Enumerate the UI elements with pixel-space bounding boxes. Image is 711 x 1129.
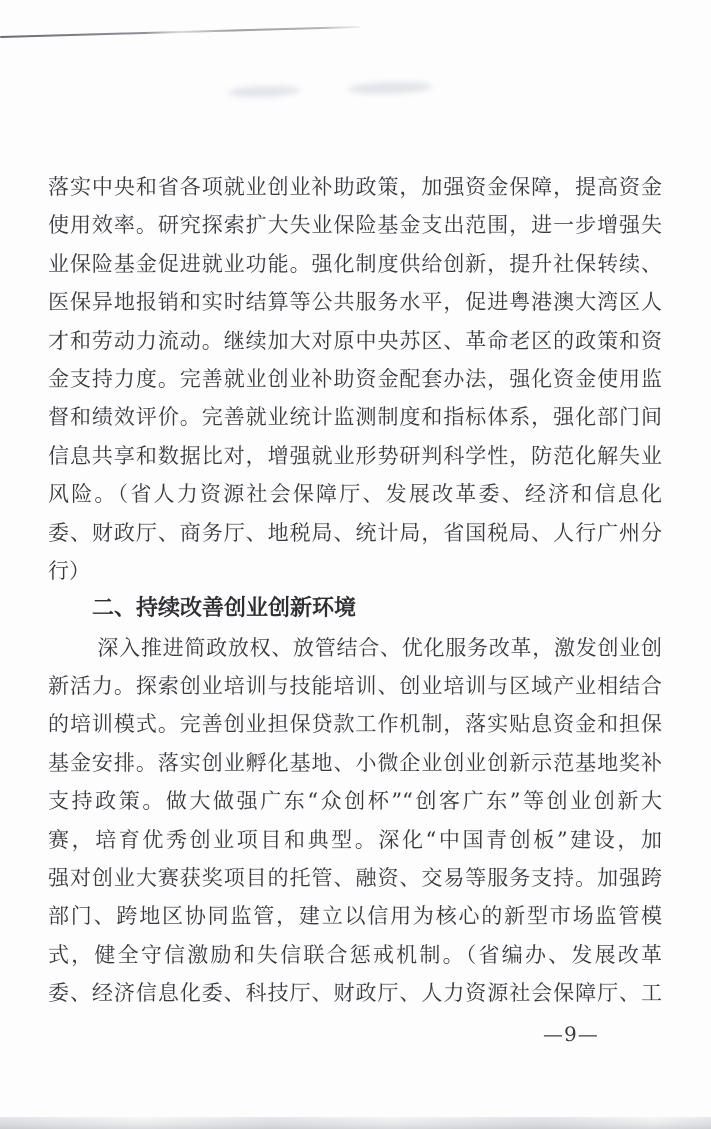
text-line: 委、财政厅、商务厅、地税局、统计局，省国税局、人行广州分 (48, 520, 662, 545)
text-line: 支持政策。做大做强广东“众创杯”“创客广东”等创业创新大 (48, 789, 662, 814)
text-line: 金支持力度。完善就业创业补助资金配套办法，强化资金使用监 (48, 366, 662, 391)
text-line: 的培训模式。完善创业担保贷款工作机制，落实贴息资金和担保 (48, 712, 662, 737)
text-line: 部门、跨地区协同监管，建立以信用为核心的新型市场监管模 (48, 904, 662, 929)
text-line: 赛，培育优秀创业项目和典型。深化“中国青创板”建设，加 (48, 827, 662, 852)
page-number: —9— (543, 1022, 599, 1046)
ink-bleed-smudge (348, 81, 432, 96)
text-line: 才和劳动力流动。继续加大对原中央苏区、革命老区的政策和资 (48, 328, 662, 353)
text-line: 行） (48, 558, 90, 583)
text-line: 业保险基金促进就业功能。强化制度供给创新，提升社保转续、 (48, 251, 662, 276)
text-line: 督和绩效评价。完善就业统计监测制度和指标体系，强化部门间 (48, 405, 662, 430)
document-body (48, 168, 662, 1013)
section-heading: 二、持续改善创业创新环境 (92, 596, 357, 622)
text-line: 使用效率。研究探索扩大失业保险基金支出范围，进一步增强失 (48, 213, 662, 238)
text-line: 基金安排。落实创业孵化基地、小微企业创业创新示范基地奖补 (48, 750, 662, 775)
text-line: 式，健全守信激励和失信联合惩戒机制。（省编办、发展改革 (48, 942, 662, 967)
text-line: 落实中央和省各项就业创业补助政策，加强资金保障，提高资金 (48, 175, 662, 199)
text-line: 深入推进简政放权、放管结合、优化服务改革，激发创业创 (97, 635, 662, 660)
text-line: 新活力。探索创业培训与技能培训、创业培训与区域产业相结合 (48, 674, 662, 699)
text-line: 委、经济信息化委、科技厅、财政厅、人力资源社会保障厅、工 (48, 981, 662, 1006)
text-line: 信息共享和数据比对，增强就业形势研判科学性，防范化解失业 (48, 443, 662, 468)
text-line: 强对创业大赛获奖项目的托管、融资、交易等服务支持。加强跨 (48, 866, 662, 891)
scan-edge-artifact (0, 1117, 711, 1129)
scan-artifact-line (0, 26, 360, 38)
ink-bleed-smudge (228, 85, 300, 99)
text-line: 风险。（省人力资源社会保障厅、发展改革委、经济和信息化 (48, 482, 662, 507)
text-line: 医保异地报销和实时结算等公共服务水平，促进粤港澳大湾区人 (48, 290, 662, 315)
